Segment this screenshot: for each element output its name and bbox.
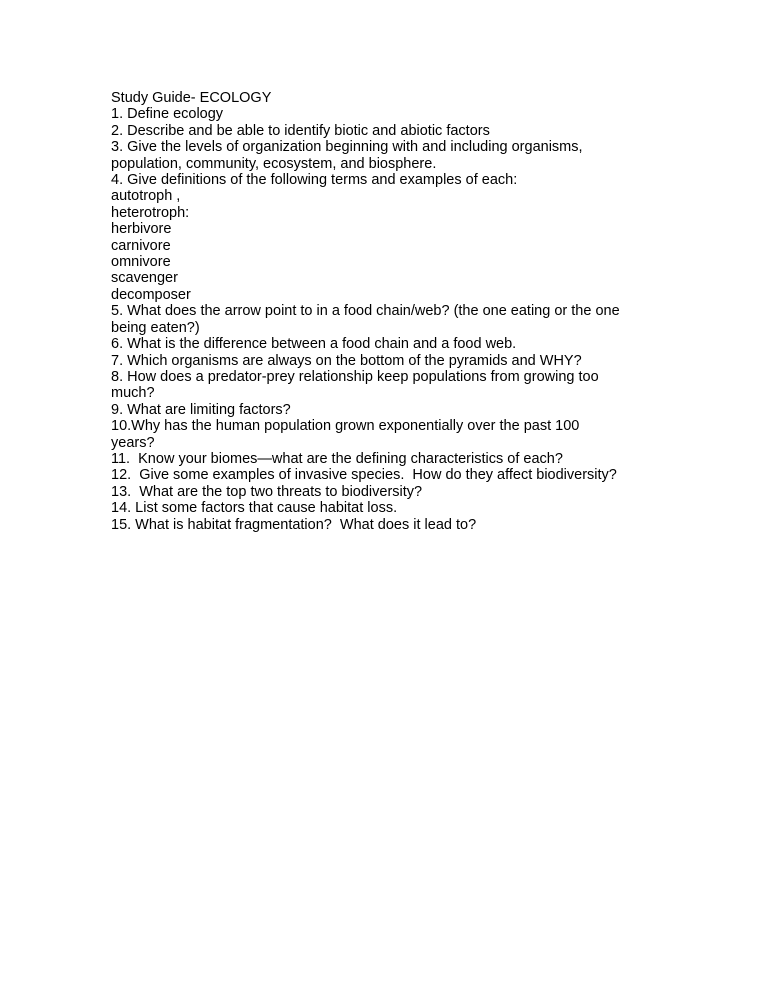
- item-15-line: 15. What is habitat fragmentation? What does it lead to?: [111, 516, 477, 533]
- term-carnivore: carnivore: [111, 237, 171, 254]
- term-heterotroph: heterotroph:: [111, 204, 190, 221]
- item-5-line: 5. What does the arrow point to in a food chain/web? (the one eating or the one: [111, 303, 620, 320]
- term-scavenger: scavenger: [111, 270, 178, 287]
- item-7-line: 7. Which organisms are always on the bottom of the pyramids and WHY?: [111, 352, 582, 369]
- item-6-line: 6. What is the difference between a food chain and a food web.: [111, 336, 517, 353]
- term-autotroph: autotroph ,: [111, 188, 181, 205]
- item-14-line: 14. List some factors that cause habitat loss.: [111, 500, 398, 517]
- item-11-line: 11. Know your biomes—what are the defining characteristics of each?: [111, 450, 563, 467]
- study-guide-text: [111, 90, 691, 533]
- item-10-continuation: years?: [111, 434, 155, 451]
- item-1-line: 1. Define ecology: [111, 106, 224, 123]
- document-title: Study Guide- ECOLOGY: [111, 90, 272, 106]
- item-5-continuation: being eaten?): [111, 319, 200, 336]
- term-decomposer: decomposer: [111, 286, 191, 303]
- item-8-line: 8. How does a predator-prey relationship keep populations from growing too: [111, 368, 599, 385]
- term-omnivore: omnivore: [111, 254, 171, 271]
- item-13-line: 13. What are the top two threats to biodiversity?: [111, 483, 423, 500]
- item-4-line: 4. Give definitions of the following terms and examples of each:: [111, 172, 518, 189]
- item-3-line: 3. Give the levels of organization beginning with and including organisms,: [111, 139, 583, 156]
- item-3-continuation: population, community, ecosystem, and biosphere.: [111, 155, 437, 172]
- item-9-line: 9. What are limiting factors?: [111, 401, 291, 418]
- item-2-line: 2. Describe and be able to identify biotic and abiotic factors: [111, 122, 490, 139]
- item-8-continuation: much?: [111, 385, 155, 402]
- item-10-line: 10.Why has the human population grown exponentially over the past 100: [111, 418, 580, 435]
- item-12-line: 12. Give some examples of invasive species. How do they affect biodiversity?: [111, 467, 617, 484]
- term-herbivore: herbivore: [111, 221, 172, 238]
